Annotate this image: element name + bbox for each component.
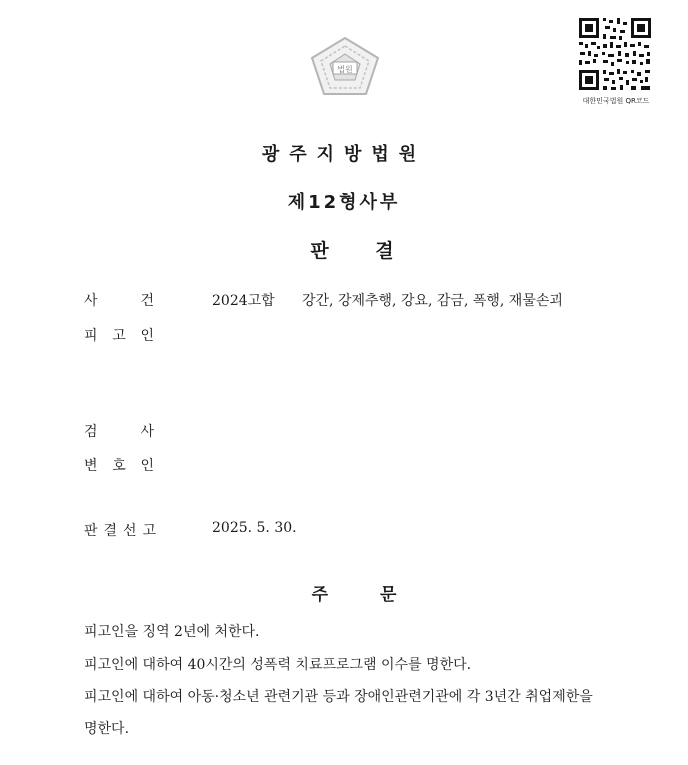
court-seal-icon bbox=[306, 34, 384, 98]
seal-text: 법원 bbox=[337, 65, 353, 74]
qr-code bbox=[575, 14, 655, 94]
verdict-date-label bbox=[84, 520, 156, 540]
order-line: 피고인을 징역 2년에 처한다. bbox=[84, 624, 260, 640]
order-line: 명한다. bbox=[84, 721, 130, 737]
verdict-date-label-char: 고 bbox=[142, 523, 156, 539]
case-label bbox=[84, 290, 154, 310]
qr-caption: 대한민국법원 QR코드 bbox=[582, 97, 650, 105]
qr-code-icon bbox=[575, 14, 655, 94]
court-name: 광주지방법원 bbox=[261, 144, 427, 165]
case-label-char: 사 bbox=[84, 293, 98, 309]
order-heading: 주 문 bbox=[311, 585, 397, 605]
counsel-label-char: 변 bbox=[84, 458, 98, 474]
prosecutor-label-char: 사 bbox=[140, 424, 154, 440]
case-charges: 강간, 강제추행, 강요, 감금, 폭행, 재물손괴 bbox=[302, 293, 563, 309]
order-line: 피고인에 대하여 아동·청소년 관련기관 등과 장애인관련기관에 각 3년간 취업제한을 bbox=[84, 689, 593, 705]
prosecutor-label bbox=[84, 421, 154, 441]
counsel-label-char: 호 bbox=[112, 458, 126, 474]
defendant-label-char: 피 bbox=[84, 328, 98, 344]
verdict-date-label-char: 결 bbox=[103, 523, 118, 539]
court-seal bbox=[306, 34, 384, 98]
counsel-label-char: 인 bbox=[140, 458, 154, 474]
order-line: 피고인에 대하여 40시간의 성폭력 치료프로그램 이수를 명한다. bbox=[84, 657, 472, 673]
verdict-date-value: 2025. 5. 30. bbox=[212, 520, 297, 536]
document-type: 판 결 bbox=[310, 240, 394, 262]
prosecutor-label-char: 검 bbox=[84, 424, 98, 440]
court-division: 제12형사부 bbox=[287, 192, 401, 213]
verdict-date-label-char: 선 bbox=[122, 523, 137, 539]
case-label-char: 건 bbox=[140, 293, 154, 309]
case-number: 2024고합 bbox=[212, 293, 275, 309]
defendant-label bbox=[84, 325, 154, 345]
defendant-label-char: 인 bbox=[140, 328, 154, 344]
counsel-label bbox=[84, 455, 154, 475]
verdict-date-label-char: 판 bbox=[84, 523, 98, 539]
defendant-label-char: 고 bbox=[112, 328, 126, 344]
